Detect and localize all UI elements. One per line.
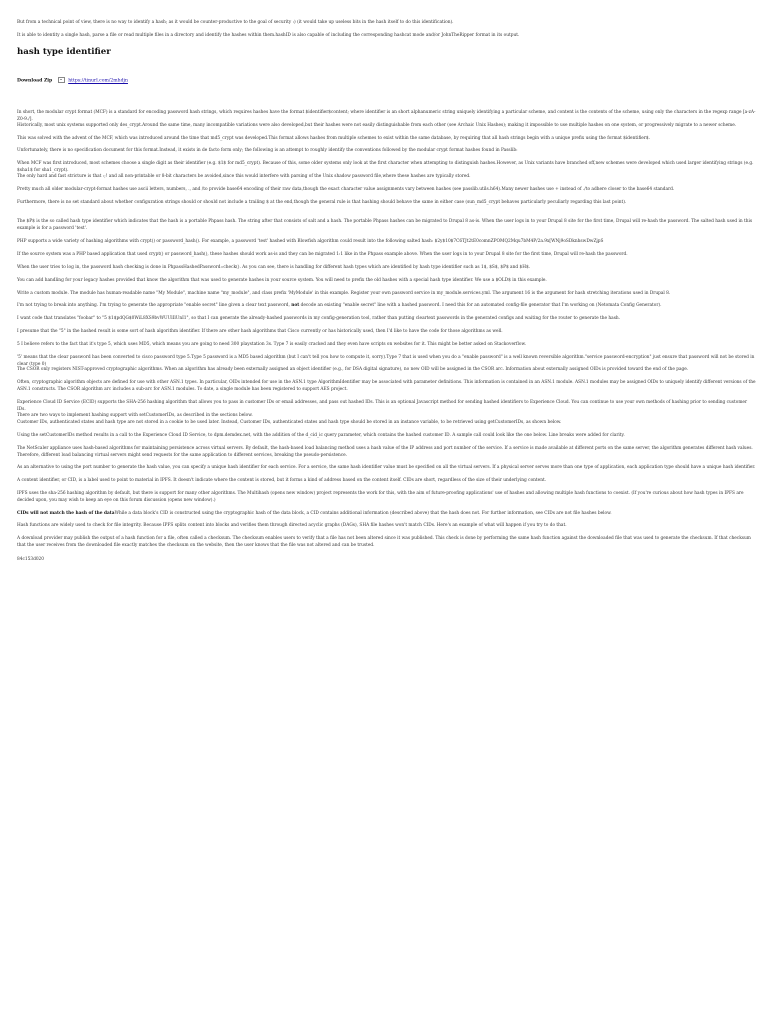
download-label: Download Zip xyxy=(17,78,53,84)
body-paragraph: Customer IDs, authenticated states and hash type are not stored in a cookie to be used later. Instead, Customer IDs, authenticated states and hash type should be stored in an instance variable, to be retrieved using getCustomerIDs, as shown below. xyxy=(17,420,562,425)
body-paragraph: The CSOR only registers NIST-approved cryptographic algorithms. When an algorithm has already been externally assigned an object identifier (e.g., for DSA digital signature), no new OID will be assigned in the CSOR arc. Information about externally assigned OIDs is provided toward the end of the page. xyxy=(17,367,689,372)
body-paragraph: You can add handling for your legacy hashes provided that know the algorithm that was used to generate hashes in your source system. You will need to prefix the old hashes with a special hash type identifier. We use a $OLD$ in this example. xyxy=(17,278,547,283)
emphasis-text: CIDs will not match the hash of the data xyxy=(17,511,115,516)
body-text: There are two ways to implement hashing support with setCustomerIDs, as described in the sections below. xyxy=(17,413,253,419)
body-paragraph: This was solved with the advent of the MCF, which was introduced around the time that md5_crypt was developed.This format allows hashes from multiple schemes to exist within the same database, by requiring that all hash strings begin with a unique prefix using the format $identifier$. xyxy=(17,136,651,141)
page-title: hash type identifier xyxy=(17,47,111,57)
body-paragraph: Often, cryptographic algorithm objects are defined for use with other ASN.1 types. In particular, OIDs intended for use in the ASN.1 type AlgorithmIdentifier may be associated with parameter definitions. This information is contained in an ASN.1 module. ASN.1 modules may be assigned OIDs to uniquely identify different versions of the ASN.1 constructs. The CSOR algorithm arc includes a sub-arc for ASN.1 modules. To date, a single module has been registered to support AES project. xyxy=(17,380,756,392)
body-paragraph: A content identifier, or CID, is a label used to point to material in IPFS. It doesn't indicate where the content is stored, but it forms a kind of address based on the content itself. CIDs are short, regardless of the size of their underlying content. xyxy=(17,478,547,483)
body-paragraph: The only hard and fast stricture is that :;! and all non-printable or 8-bit characters be avoided,since this would interfere with parsing of the Unix shadow password file,where these hashes are typically stored. xyxy=(17,174,471,179)
download-link[interactable]: https://tinurl.com/2mhdjn xyxy=(68,78,128,84)
body-paragraph: Pretty much all older modular-crypt-format hashes use ascii letters, numbers, ., and /to provide base64 encoding of their raw data,though the exact character value assignments vary between hashes (see passlib.utils.h64).Many newer hashes use + instead of ./to adhere closer to the base64 standard. xyxy=(17,187,675,192)
body-paragraph: In short, the modular crypt format (MCF) is a standard for encoding password hash strings, which requires hashes have the format $identifier$content; where identifier is an short alphanumeric string uniquely identifying a particular scheme, and content is the contents of the scheme, using only the characters in the regexp range [a-zA-Z0-9./]. xyxy=(17,110,756,122)
body-text: While a data block's CID is constructed using the cryptographic hash of the data block, a CID contains additional information (described above) that the hash does not. For further information, see CIDs are not file hashes below. xyxy=(114,511,612,516)
body-paragraph: As an alternative to using the port number to generate the hash value, you can specify a unique hash identifier for each service. For a service, the same hash identifier value must be specified on all the virtual servers. If a physical server serves more than one type of application, each application type should have a unique hash identifier. xyxy=(17,465,756,470)
body-paragraph: I presume that the "5" in the hashed result is some sort of hash algorithm identifier. If there are other hash algorithms that Cisco currently or has historically used, then I'd like to have the code for those algorithms as well. xyxy=(17,329,503,334)
body-paragraph: IPFS uses the sha-256 hashing algorithm by default, but there is support for many other algorithms. The Multihash (opens new window) project represents the work for this, with the aim of future-proofing applications' use of hashes and allowing multiple hash functions to coexist. (If you're curious about how hash types in IPFS are decided upon, you may wish to keep an eye on this forum discussion (opens new window).) xyxy=(17,491,744,503)
body-paragraph: Historically, most unix systems supported only des_crypt.Around the same time, many incompatible variations were also developed,but their hashes were not easily distinguishable from each other (see Archaic Unix Hashes); making it impossible to use multiple hashes on one system, or progressively migrate to a newer scheme. xyxy=(17,123,737,128)
body-paragraph: I want code that translates "foobar" to "5 $1$pdQG$0WiL8XS9bvWUUlIlUnI1", so that I can generate the already-hashed passwords in my config-generation tool, rather than putting cleartext passwords in the generated configs and waiting for the router to generate the hash. xyxy=(17,316,621,321)
body-paragraph: The $P$ is the so called hash type identifier which indicates that the hash is a portable Phpass hash. The string after that consists of salt and a hash. The portable Phpass hashes can be migrated to Drupal 8 as-is. When the user logs in to your Drupal 8 site for the first time, Drupal will re-hash the password. The salted hash used in this example is for a password 'test'. xyxy=(17,219,753,231)
body-paragraph xyxy=(17,400,757,420)
body-paragraph: Furthermore, there is no set standard about whether configuration strings should or should not include a trailing $ at the end,though the general rule is that hashing should behave the same in either case (sun_md5_crypt behaves particularly peculiarly regarding this last point). xyxy=(17,200,627,205)
body-paragraph: A download provider may publish the output of a hash function for a file, often called a checksum. The checksum enables users to verify that a file has not been altered since it was published. This check is done by performing the same hash function against the downloaded file that was used to generate the checksum. If that checksum that the user receives from the downloaded file exactly matches the checksum on the website, then the user knows that the file was not altered and can be trusted. xyxy=(17,536,751,548)
body-paragraph: Hash functions are widely used to check for file integrity. Because IPFS splits content into blocks and verifies them through directed acyclic graphs (DAGs), SHA file hashes won't match CIDs. Here's an example of what will happen if you try to do that. xyxy=(17,523,567,528)
body-paragraph xyxy=(17,303,757,310)
footer-id: 84c153d020 xyxy=(17,557,45,562)
body-paragraph: Unfortunately, there is no specification document for this format.Instead, it exists in de facto form only; the following is an attempt to roughly identify the conventions followed by the modular crypt format hashes found in Passlib: xyxy=(17,148,518,153)
intro-paragraph: It is able to identity a single hash, parse a file or read multiple files in a directory and identify the hashes within them.hashID is also capable of including the corresponding hashcat mode and/or JohnTheRipper format in its output. xyxy=(17,33,520,38)
intro-paragraph: But from a technical point of view, there is no way to identify a hash; as it would be counter-productive to the goal of security :) (it would take up useless bits in the hash itself to do this identification). xyxy=(17,20,454,25)
body-text: Experience Cloud ID Service (ECID) supports the SHA-256 hashing algorithm that allows you to pass in customer IDs or email addresses, and pass out hashed IDs. This is an optional Javascript method for sending hashed identifiers to Experience Cloud. You can continue to use your own methods of hashing prior to sending customer IDs. xyxy=(17,400,747,412)
download-row xyxy=(17,77,128,84)
body-paragraph: If the source system was a PHP based application that used crypt() or password_hash(), these hashes should work as-is and they can be migrated 1:1 like in the Phpass example above. When the user logs in to your Drupal 8 site for the first time, Drupal will re-hash the password. xyxy=(17,252,628,257)
body-paragraph: Using the setCustomerIDs method results in a call to the Experience Cloud ID Service, to dpm.demdex.net, with the addition of the d_cid_ic query parameter, which contains the hashed customer ID. A sample call could look like the one below. Line breaks were added for clarity. xyxy=(17,433,625,438)
body-paragraph: 5 I believe refers to the fact that it's type 5, which uses MD5, which means you are going to need 300 playstation 3s. Type 7 is easily cracked and they even have scripts on websites for it. This might be better asked on Stackoverflow. xyxy=(17,342,527,347)
body-paragraph: '5' means that the clear password has been converted to cisco password type 5.Type 5 password is a MD5 based algorithm (but I can't tell you how to compute it, sorry).Type 7 that is used when you do a "enable password" is a well known reversible algorithm."service password-encryption" just ensure that password will not be stored in clear (type 0) xyxy=(17,355,755,367)
body-paragraph xyxy=(17,511,757,518)
body-paragraph: When the user tries to log in, the password hash checking is done in PhpassHashedPassword::check(). As you can see, there is handling for different hash types which are identified by hash type identifier such as 1$, $S$, $P$ and $H$. xyxy=(17,265,531,270)
body-text: decode an existing "enable secret" line with a hashed password. I need this for an automated config-file generator that I'm working on (Netomata Config Generator). xyxy=(300,303,662,308)
download-icon[interactable] xyxy=(58,77,65,83)
emphasis-text: not xyxy=(291,303,300,308)
body-paragraph: Write a custom module. The module has human-readable name "My Module", machine name "my_module", and class prefix 'MyModule' in this example. Register your own password service in my_module.services.yml. The argument 16 is the argument for hash stretching iterations used in Drupal 8. xyxy=(17,291,671,296)
body-paragraph: The NetScaler appliance uses hash-based algorithms for maintaining persistence across virtual servers. By default, the hash-based load balancing method uses a hash value of the IP address and port number of the service. If a service is made available at different ports on the same server, the algorithm generates different hash values. Therefore, different load balancing virtual servers might send requests for the same application to different services, breaking the pseudo-persistence. xyxy=(17,446,753,458)
body-paragraph: When MCF was first introduced, most schemes choose a single digit as their identifier (e.g. $1$ for md5_crypt). Because of this, some older systems only look at the first character when attempting to distinguish hashes.However, as Unix variants have branched off,new schemes were developed which used larger identifying strings (e.g. $sha1$ for sha1_crypt). xyxy=(17,161,754,173)
body-paragraph: PHP supports a wide variety of hashing algorithms with crypt() or password_hash(). For example, a password 'test' hashed with Blowfish algorithm could result into the following salted hash: $2y$10$7C6TJt2tE0comnZPOMQ2Mqu7bM4P/2a.9x[WNj9oSDknhswDwZjpS xyxy=(17,239,604,244)
body-text: I'm not trying to break into anything. I'm trying to generate the appropriate "enable secret" line given a clear text password, xyxy=(17,303,290,308)
